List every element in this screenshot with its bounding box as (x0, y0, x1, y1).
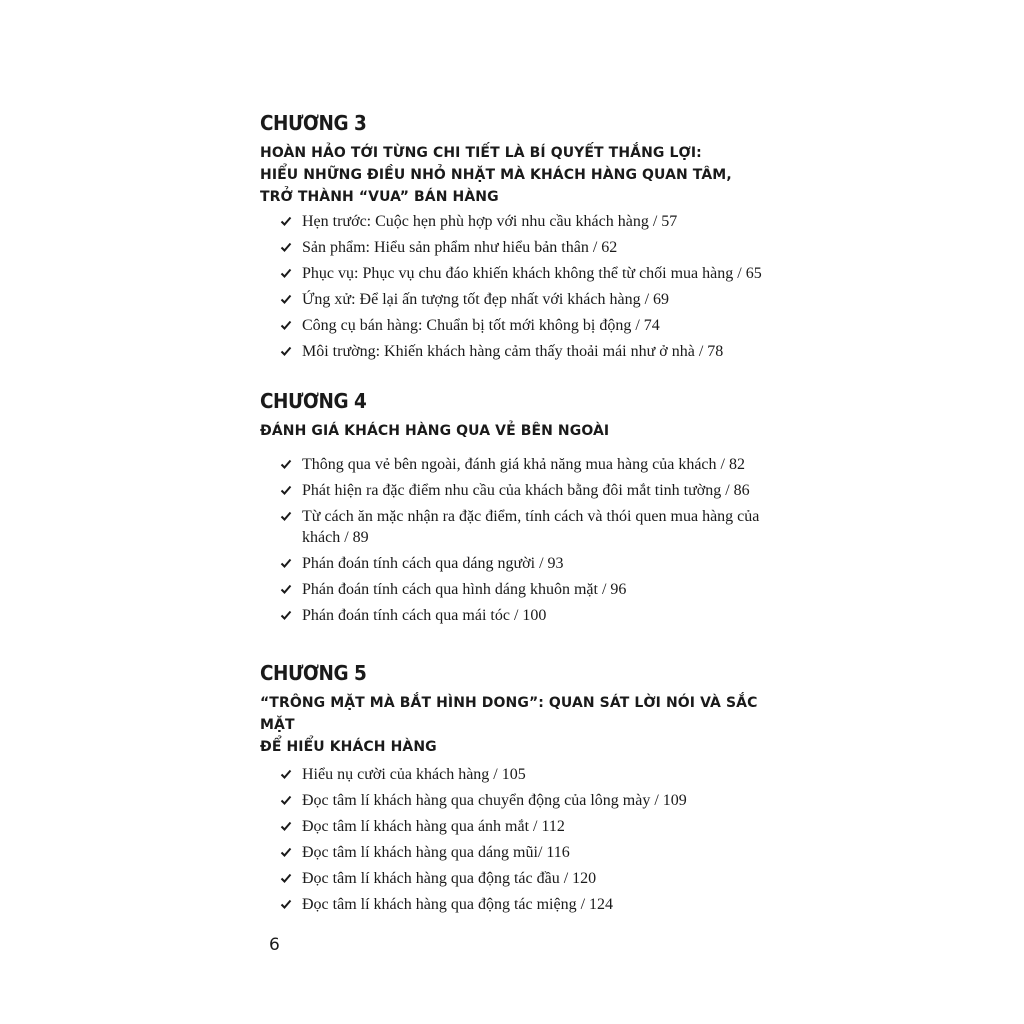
check-mark-icon (280, 293, 292, 305)
chapter-label: CHƯƠNG 4 (260, 389, 367, 413)
check-mark-icon (280, 583, 292, 595)
toc-item-text: Đọc tâm lí khách hàng qua động tác đầu / 120 (302, 870, 597, 887)
toc-item (260, 211, 772, 232)
page-number: 6 (269, 935, 280, 955)
toc-item-text: Phán đoán tính cách qua mái tóc / 100 (302, 607, 547, 624)
chapter-items (260, 211, 780, 362)
toc-item-text: Phán đoán tính cách qua hình dáng khuôn mặt / 96 (302, 581, 627, 598)
toc-item-text: Phát hiện ra đặc điểm nhu cầu của khách bằng đôi mắt tinh tường / 86 (302, 482, 750, 499)
check-mark-icon (280, 820, 292, 832)
check-mark-icon (280, 510, 292, 522)
toc-item (260, 506, 772, 548)
toc-item (260, 553, 772, 574)
toc-item (260, 816, 772, 837)
toc-item-text: Từ cách ăn mặc nhận ra đặc điểm, tính cách và thói quen mua hàng của khách / 89 (302, 508, 760, 546)
toc-item (260, 480, 772, 501)
check-mark-icon (280, 846, 292, 858)
toc-item-text: Đọc tâm lí khách hàng qua ánh mắt / 112 (302, 818, 565, 835)
toc-item (260, 341, 772, 362)
toc-item (260, 289, 772, 310)
toc-item-text: Phán đoán tính cách qua dáng người / 93 (302, 555, 564, 572)
toc-item (260, 263, 772, 284)
check-mark-icon (280, 557, 292, 569)
toc-item-text: Công cụ bán hàng: Chuẩn bị tốt mới không bị động / 74 (302, 317, 660, 334)
toc-item (260, 764, 772, 785)
chapter-label: CHƯƠNG 5 (260, 661, 367, 685)
chapter-4 (260, 388, 780, 631)
toc-item (260, 842, 772, 863)
check-mark-icon (280, 484, 292, 496)
toc-item-text: Đọc tâm lí khách hàng qua động tác miệng / 124 (302, 896, 614, 913)
check-mark-icon (280, 267, 292, 279)
toc-item-text: Môi trường: Khiến khách hàng cảm thấy thoải mái như ở nhà / 78 (302, 343, 724, 360)
toc-item-text: Hẹn trước: Cuộc hẹn phù hợp với nhu cầu khách hàng / 57 (302, 213, 678, 230)
toc-item (260, 894, 772, 915)
toc-item (260, 605, 772, 626)
check-mark-icon (280, 609, 292, 621)
toc-item-text: Thông qua vẻ bên ngoài, đánh giá khả năng mua hàng của khách / 82 (302, 456, 745, 473)
check-mark-icon (280, 794, 292, 806)
toc-item-text: Đọc tâm lí khách hàng qua dáng mũi/ 116 (302, 844, 570, 861)
check-mark-icon (280, 319, 292, 331)
chapter-items (260, 454, 780, 626)
check-mark-icon (280, 458, 292, 470)
chapter-title: “TRÔNG MẶT MÀ BẮT HÌNH DONG”: QUAN SÁT LỜI NÓI VÀ SẮC MẶT ĐỂ HIỂU KHÁCH HÀNG (260, 695, 758, 755)
toc-item (260, 579, 772, 600)
chapter-title: ĐÁNH GIÁ KHÁCH HÀNG QUA VẺ BÊN NGOÀI (260, 423, 610, 439)
check-mark-icon (280, 898, 292, 910)
toc-item (260, 454, 772, 475)
toc-item (260, 237, 772, 258)
chapter-5 (260, 660, 780, 920)
check-mark-icon (280, 215, 292, 227)
check-mark-icon (280, 241, 292, 253)
check-mark-icon (280, 872, 292, 884)
toc-item (260, 315, 772, 336)
chapter-items (260, 764, 780, 915)
toc-item (260, 868, 772, 889)
check-mark-icon (280, 768, 292, 780)
chapter-title: HOÀN HẢO TỚI TỪNG CHI TIẾT LÀ BÍ QUYẾT THẮNG LỢI: HIỂU NHỮNG ĐIỀU NHỎ NHẶT MÀ KHÁCH HÀNG QUAN TÂM, TRỞ THÀNH “VUA” BÁN HÀNG (260, 145, 732, 205)
toc-item-text: Đọc tâm lí khách hàng qua chuyển động của lông mày / 109 (302, 792, 687, 809)
check-mark-icon (280, 345, 292, 357)
toc-item-text: Phục vụ: Phục vụ chu đáo khiến khách không thể từ chối mua hàng / 65 (302, 265, 762, 282)
toc-item-text: Ứng xử: Để lại ấn tượng tốt đẹp nhất với khách hàng / 69 (302, 291, 670, 308)
toc-item (260, 790, 772, 811)
chapter-3 (260, 110, 780, 367)
toc-item-text: Sản phẩm: Hiểu sản phẩm như hiểu bản thân / 62 (302, 239, 618, 256)
toc-item-text: Hiểu nụ cười của khách hàng / 105 (302, 766, 526, 783)
chapter-label: CHƯƠNG 3 (260, 111, 367, 135)
